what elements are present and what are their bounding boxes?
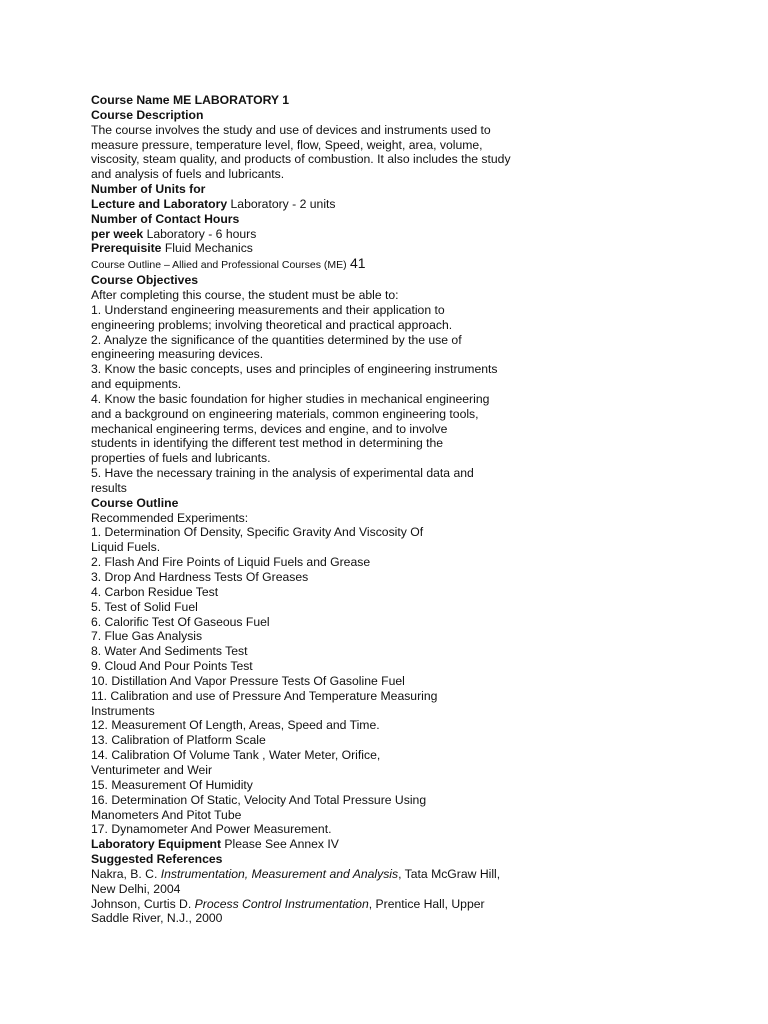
contact-hours-heading: Number of Contact Hours — [91, 211, 240, 226]
reference-publisher: , Tata McGraw Hill, — [398, 866, 501, 881]
reference-title: Process Control Instrumentation — [194, 896, 369, 911]
outline-line: 1. Determination Of Density, Specific Gravity And Viscosity Of — [91, 525, 424, 540]
objectives-line: mechanical engineering terms, devices and engine, and to involve — [91, 421, 448, 436]
outline-line: 16. Determination Of Static, Velocity And Total Pressure Using — [91, 792, 427, 807]
contact-hours-row — [91, 227, 531, 242]
running-header — [91, 256, 531, 273]
outline-line: 13. Calibration of Platform Scale — [91, 733, 266, 748]
objectives-line: 2. Analyze the significance of the quantities determined by the use of — [91, 332, 462, 347]
objectives-line: After completing this course, the student must be able to: — [91, 287, 399, 302]
references-heading: Suggested References — [91, 852, 223, 867]
objectives-line: and equipments. — [91, 377, 182, 392]
equipment-value: Please See Annex IV — [224, 837, 339, 852]
course-name — [91, 93, 531, 108]
objectives-line: engineering measuring devices. — [91, 347, 264, 362]
equipment-row — [91, 837, 531, 852]
description-line: and analysis of fuels and lubricants. — [91, 167, 285, 182]
objectives-line: results — [91, 480, 127, 495]
reference-publisher: , Prentice Hall, Upper — [368, 896, 485, 911]
outline-line: 5. Test of Solid Fuel — [91, 599, 198, 614]
reference-line: New Delhi, 2004 — [91, 881, 181, 896]
equipment-label: Laboratory Equipment — [91, 837, 222, 852]
outline-line: 11. Calibration and use of Pressure And Temperature Measuring — [91, 688, 438, 703]
objectives-line: properties of fuels and lubricants. — [91, 451, 271, 466]
outline-line: 7. Flue Gas Analysis — [91, 629, 203, 644]
reference-title: Instrumentation, Measurement and Analysis — [160, 866, 399, 881]
outline-line: 9. Cloud And Pour Points Test — [91, 659, 253, 674]
reference-line — [91, 867, 531, 882]
prerequisite-value: Fluid Mechanics — [164, 241, 253, 256]
units-label: Lecture and Laboratory — [91, 196, 228, 211]
outline-line: Manometers And Pitot Tube — [91, 807, 242, 822]
objectives-line: 1. Understand engineering measurements and their application to — [91, 302, 445, 317]
reference-line: Saddle River, N.J., 2000 — [91, 911, 223, 926]
units-heading: Number of Units for — [91, 182, 206, 197]
outline-line: 12. Measurement Of Length, Areas, Speed and Time. — [91, 718, 380, 733]
contact-hours-value: Laboratory - 6 hours — [146, 226, 257, 241]
outline-line: 14. Calibration Of Volume Tank , Water Meter, Orifice, — [91, 748, 381, 763]
document-page — [91, 93, 531, 926]
page-number: 41 — [350, 255, 366, 272]
outline-line: Recommended Experiments: — [91, 510, 249, 525]
description-line: The course involves the study and use of devices and instruments used to — [91, 122, 491, 137]
outline-line: 10. Distillation And Vapor Pressure Tests Of Gasoline Fuel — [91, 673, 405, 688]
outline-line: 2. Flash And Fire Points of Liquid Fuels and Grease — [91, 555, 371, 570]
description-heading: Course Description — [91, 107, 204, 122]
outline-line: Venturimeter and Weir — [91, 762, 213, 777]
outline-line: Liquid Fuels. — [91, 540, 161, 555]
units-value: Laboratory - 2 units — [230, 196, 336, 211]
outline-line: 3. Drop And Hardness Tests Of Greases — [91, 570, 309, 584]
units-row — [91, 197, 531, 212]
objectives-line: 5. Have the necessary training in the analysis of experimental data and — [91, 466, 474, 481]
objectives-line: 4. Know the basic foundation for higher studies in mechanical engineering — [91, 391, 490, 406]
objectives-line: 3. Know the basic concepts, uses and principles of engineering instruments — [91, 362, 498, 377]
outline-heading: Course Outline — [91, 495, 179, 510]
objectives-heading: Course Objectives — [91, 273, 199, 288]
contact-hours-label: per week — [91, 226, 144, 241]
description-line: viscosity, steam quality, and products of combustion. It also includes the study — [91, 152, 511, 167]
outline-line: 17. Dynamometer And Power Measurement. — [91, 822, 332, 837]
outline-line: 8. Water And Sediments Test — [91, 644, 248, 659]
description-line: measure pressure, temperature level, flow, Speed, weight, area, volume, — [91, 137, 483, 152]
reference-author: Johnson, Curtis D. — [91, 896, 192, 911]
outline-line: 15. Measurement Of Humidity — [91, 777, 253, 792]
course-name-value: ME LABORATORY 1 — [172, 93, 289, 107]
outline-line: 4. Carbon Residue Test — [91, 584, 219, 599]
outline-line: Instruments — [91, 703, 155, 718]
running-header-text: Course Outline – Allied and Professional Courses (ME) — [91, 259, 347, 272]
reference-author: Nakra, B. C. — [91, 866, 158, 881]
reference-line — [91, 897, 531, 912]
objectives-line: engineering problems; involving theoretical and practical approach. — [91, 317, 453, 332]
objectives-line: students in identifying the different test method in determining the — [91, 436, 444, 451]
objectives-line: and a background on engineering materials, common engineering tools, — [91, 406, 479, 421]
prerequisite-label: Prerequisite — [91, 241, 162, 256]
outline-line: 6. Calorific Test Of Gaseous Fuel — [91, 614, 270, 629]
prerequisite-row — [91, 241, 531, 256]
course-name-label: Course Name — [91, 93, 170, 107]
